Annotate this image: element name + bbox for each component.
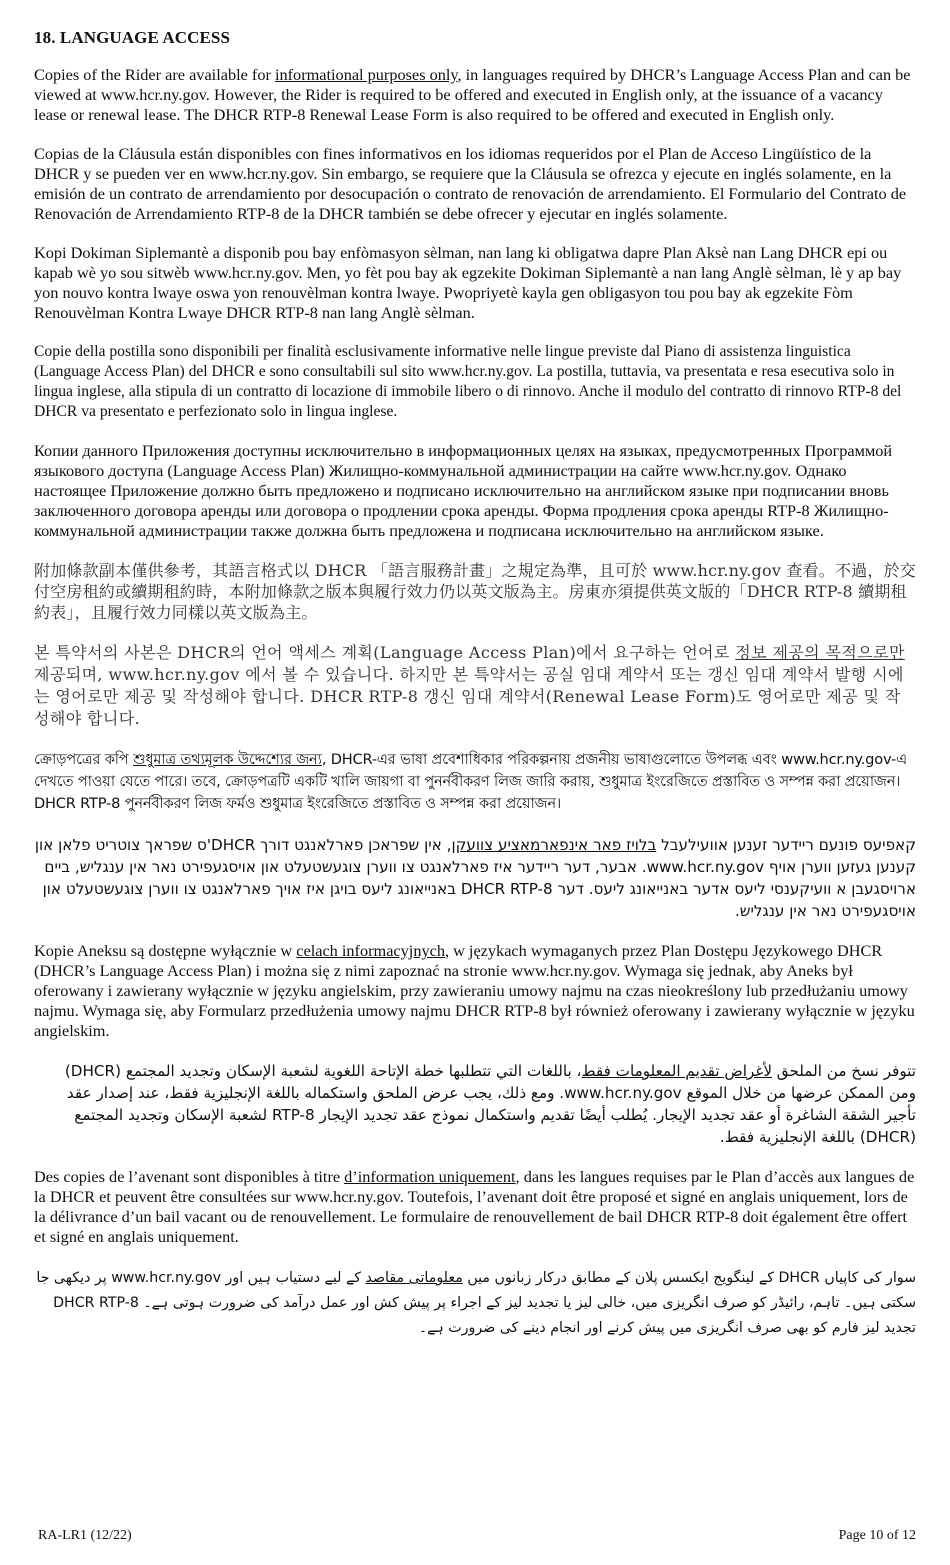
text-span: , dans les langues requises par le Plan d’accès aux langues de la DHCR et peuvent être consultées sur www.hcr.ny.gov. Toutefois, l’avenant doit être proposé et signé en anglais uniquement, lors de la délivrance d’un bail vacant ou de renouvellement. Le formulaire de renouvellement de bail DHCR RTP-8 doit également être offert et signé en anglais uniquement. [34,1167,915,1246]
paragraph-italian: Copie della postilla sono disponibili per finalità esclusivamente informative nelle lingue previste dal Piano di assistenza linguistica (Language Access Plan) del DHCR e sono consultabili sul sito www.hcr.ny.gov. La postilla, tuttavia, va presentata e resa esecutiva solo in lingua inglese, alla stipula di un contratto di locazione di immobile libero o di rinnovo. Anche il modulo del contratto di rinnovo RTP-8 del DHCR va presentato e perfezionato solo in lingua inglese. [34,343,902,420]
text-span: , אין שפראכן פארלאנגט דורך DHCR'ס שפראך צוטריט פלאן און קענען געזען ווערן אויף www.hcr.ny.gov. אבער, דער ריידער איז פארלאנגט צו ווערן צוגעשטעלט און אויסגעפירט נאר אין ענגליש, ביים ארויסגעבן א וועיקענסי ליעס אדער באנייאונג ליעס. דער DHCR RTP-8 באנייאונג ליעס בויגן איז אויך פארלאנגט צו ווערן צוגעשטעלט און אויסגעפירט נאר אין ענגליש. [34,836,916,920]
paragraph-haitian-creole: Kopi Dokiman Siplemantè a disponib pou bay enfòmasyon sèlman, nan lang ki obligatwa dapre Plan Aksè nan Lang DHCR epi ou kapab wè yo sou sitwèb www.hcr.ny.gov. Men, yo fèt pou bay ak egzekite Dokiman Siplemantè a nan lang Anglè sèlman, lè y ap bay yon nouvo kontra lwaye oswa yon renouvèlman kontra lwaye. Pwopriyetè kayla gen obligasyon tou pou bay ak egzekite Fòm Renouvèlman Kontra Lwaye DHCR RTP-8 nan lang Anglè sèlman. [34,243,902,322]
underlined-text: informational purposes only [274,65,458,84]
paragraph-polish [34,941,916,1041]
text-span: ক্রোড়পত্রের কপি [34,751,134,768]
underlined-text: d’information uniquement [344,1167,516,1186]
text-span: , in languages required by DHCR’s Language Access Plan and can be viewed at www.hcr.ny.gov. However, the Rider is required to be offered and executed in English only, at the issuance of a vacancy lease or renewal lease. The DHCR RTP-8 Renewal Lease Form is also required to be offered and executed in English only. [34,65,911,124]
paragraph-russian: Копии данного Приложения доступны исключительно в информационных целях на языках, предусмотренных Программой языкового доступа (Language Access Plan) Жилищно-коммунальной администрации на сайте www.hcr.ny.gov. Однако настоящее Приложение должно быть предложено и подписано исключительно на английском языке при подписании вновь заключенного договора аренды или договора о продлении срока аренды. Форма продления срока аренды RTP-8 Жилищно-коммунальной администрации также должна быть предложена и подписана исключительно на английском языке. [34,441,893,540]
text-span: 본 특약서의 사본은 DHCR의 언어 액세스 계획(Language Access Plan)에서 요구하는 언어로 [34,643,736,662]
paragraph-french [34,1167,916,1247]
underlined-text: celach informacyjnych [296,941,445,960]
text-span: تتوفر نسخ من الملحق [771,1062,916,1080]
page-number: Page 10 of 12 [838,1528,916,1543]
text-span: קאפיעס פונעם ריידער זענען אוועילעבל [656,836,916,854]
section-heading: 18. LANGUAGE ACCESS [34,28,231,47]
paragraph-chinese: 附加條款副本僅供參考，其語言格式以 DHCR 「語言服務計畫」之規定為準，且可於 www.hcr.ny.gov 查看。不過，於交付空房租約或續期租約時，本附加條款之版本與履行效力仍以英文版為主。房東亦須提供英文版的「DHCR RTP-8 續期租約表」，且履行效力同樣以英文版為主。 [34,561,916,622]
document-page [34,28,916,1360]
text-span: Kopie Aneksu są dostępne wyłącznie w [34,941,297,960]
text-span: ، باللغات التي تتطلبها خطة الإتاحة اللغوية لشعبة الإسكان وتجديد المجتمع (DHCR) ومن الممكن عرضها من خلال الموقع www.hcr.ny.gov. ومع ذلك، يجب عرض الملحق واستكماله باللغة الإنجليزية فقط، عند إصدار عقد تأجير الشقة الشاغرة أو عقد تجديد الإيجار. يُطلب أيضًا تقديم واستكمال نموذج عقد تجديد الإيجار RTP-8 لشعبة الإسكان وتجديد المجتمع (DHCR) باللغة الإنجليزية فقط. [64,1062,916,1146]
text-span: , DHCR-এর ভাষা প্রবেশাধিকার পরিকল্পনায় প্রজনীয় ভাষাগুলোতে উপলব্ধ এবং www.hcr.ny.gov-এ দেখতে পাওয়া যেতে পারে। তবে, ক্রোড়পত্রটি একটি খালি জায়গা বা পুনর্নবীকরণ লিজ জারি করায়, শুধুমাত্র ইংরেজিতে প্রস্তাবিত ও সম্পন্ন করা প্রয়োজন। DHCR RTP-8 পুনর্নবীকরণ লিজ ফর্মও শুধুমাত্র ইংরেজিতে প্রস্তাবিত ও সম্পন্ন করা প্রয়োজন। [34,751,907,812]
underlined-text: শুধুমাত্র তথ্যমূলক উদ্দেশ্যের জন্য [133,751,322,768]
paragraph-bengali [34,749,916,815]
text-span: Des copies de l’avenant sont disponibles à titre [34,1167,345,1186]
text-span: کے لیے دستیاب ہیں اور www.hcr.ny.gov پر دیکھی جا سکتی ہیں۔ تاہم، رائیڈر کو صرف انگریزی میں، خالی لیز یا تجدید لیز کے اجراء پر پیش کش اور عمل درآمد کی ضرورت ہوتی ہے۔ DHCR RTP-8 تجدید لیز فارم کو بھی صرف انگریزی میں پیش کرنے اور انجام دینے کی ضرورت ہے۔ [36,1270,916,1336]
form-id: RA-LR1 (12/22) [38,1528,132,1543]
paragraph-english [34,65,916,125]
underlined-text: 정보 제공의 목적으로만 [735,643,905,662]
underlined-text: בלויז פאר אינפארמאציע צוועקן [451,836,657,854]
text-span: سوار کی کاپیاں DHCR کے لینگویج ایکسس پلان کے مطابق درکار زبانوں میں [462,1270,916,1286]
paragraph-arabic [34,1060,916,1148]
text-span: , w językach wymaganych przez Plan Dostępu Językowego DHCR (DHCR’s Language Access Plan) i można się z nimi zapoznać na stronie www.hcr.ny.gov. Wymaga się jednak, aby Aneks był oferowany i zawierany wyłącznie w języku angielskim, przy zawieraniu umowy najmu na czas nieokreślony lub przedłużaniu umowy najmu. Wymaga się, aby Formularz przedłużenia umowy najmu DHCR RTP-8 był również oferowany i zawierany wyłącznie w języku angielskim. [34,941,915,1040]
paragraph-spanish: Copias de la Cláusula están disponibles con fines informativos en los idiomas requeridos por el Plan de Acceso Lingüístico de la DHCR y se pueden ver en www.hcr.ny.gov. Sin embargo, se requiere que la Cláusula se ofrezca y ejecute en inglés solamente, en la emisión de un contrato de arrendamiento por desocupación o contrato de renovación de arrendamiento. El Formulario del Contrato de Renovación de Arrendamiento RTP-8 de la DHCR también se debe ofrecer y ejecutar en inglés solamente. [34,144,907,223]
paragraph-korean [34,642,916,730]
text-span: Copies of the Rider are available for [34,65,275,84]
text-span: 제공되며, www.hcr.ny.gov 에서 볼 수 있습니다. 하지만 본 특약서는 공실 임대 계약서 또는 갱신 임대 계약서 발행 시에는 영어로만 제공 및 작성해야 합니다. DHCR RTP-8 갱신 임대 계약서(Renewal Lease Form)도 영어로만 제공 및 작성해야 합니다. [34,665,904,728]
underlined-text: معلوماتی مقاصد [365,1270,463,1286]
paragraph-urdu [34,1266,916,1341]
underlined-text: لأغراض تقديم المعلومات فقط [581,1062,772,1080]
paragraph-yiddish [34,834,916,922]
